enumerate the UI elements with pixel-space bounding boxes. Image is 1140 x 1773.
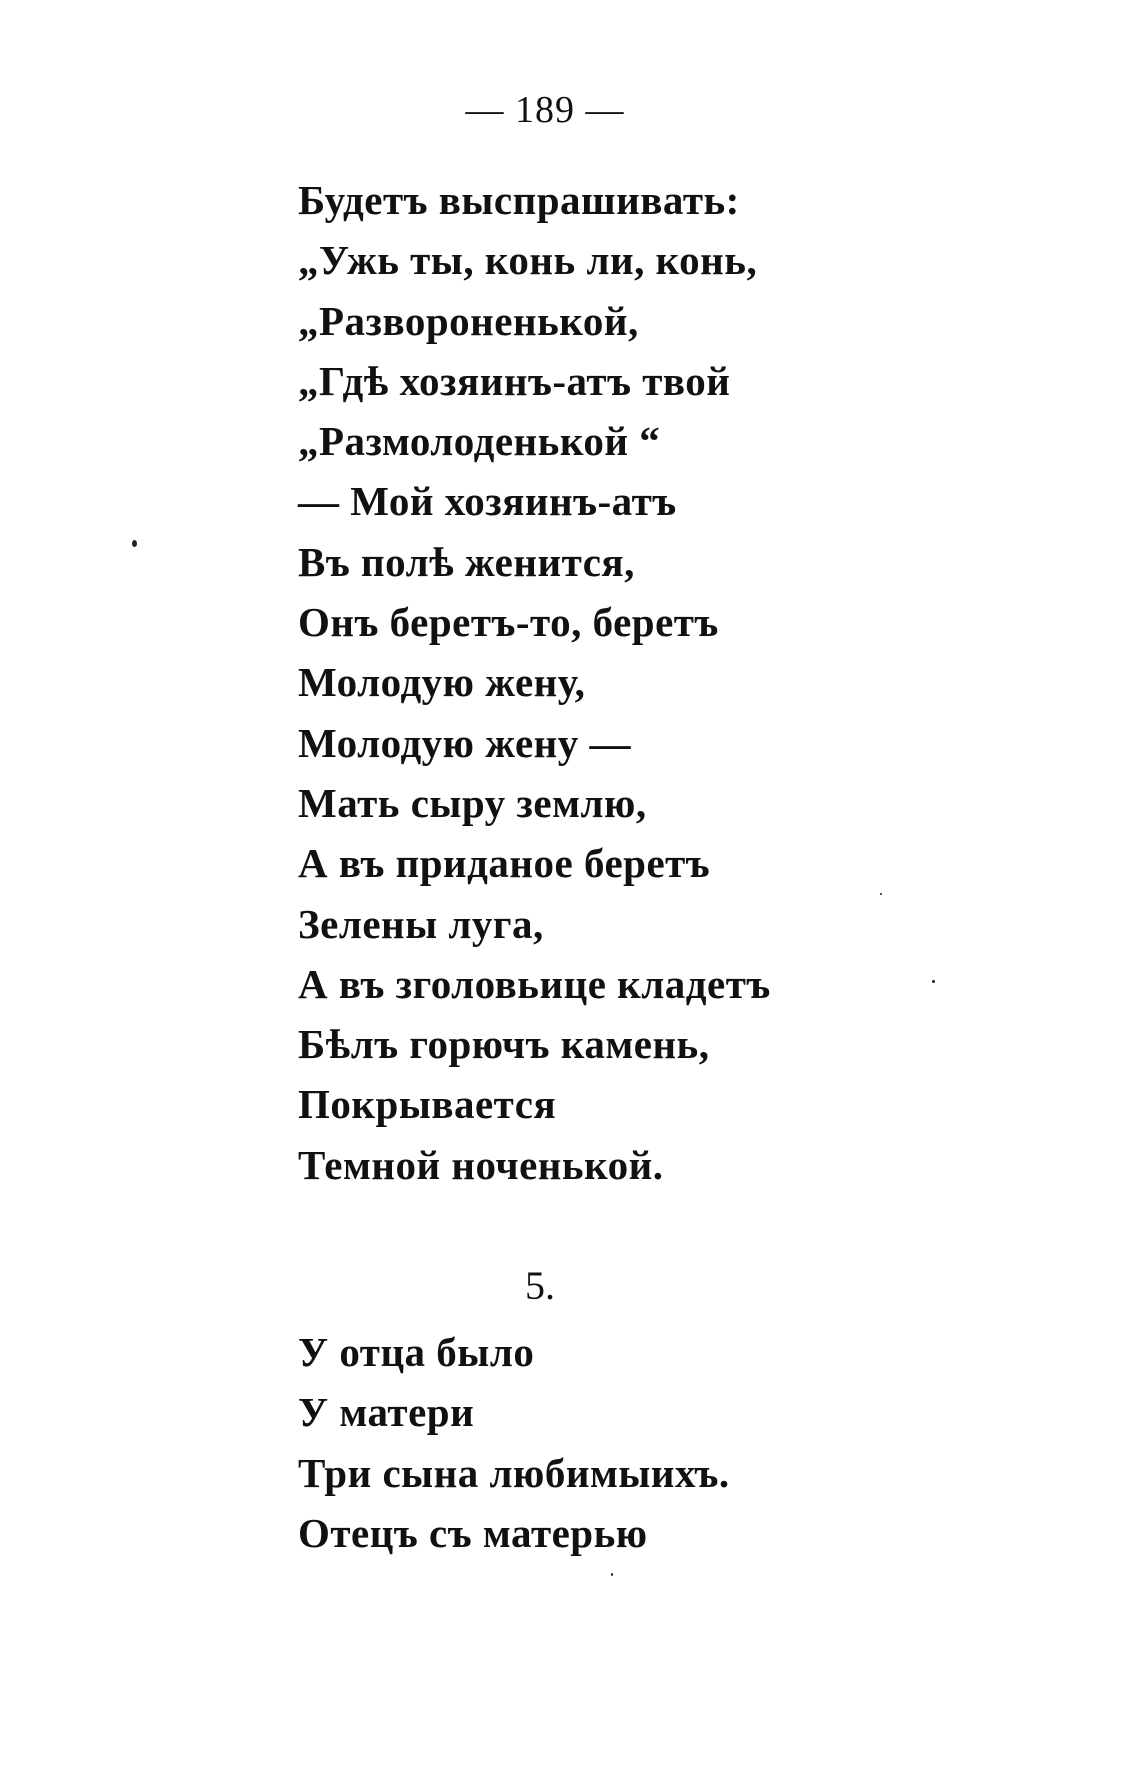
verse-line: Бѣлъ горючъ камень, (298, 1021, 710, 1068)
verse-line: — Мой хозяинъ-атъ (298, 478, 677, 525)
scan-speck (880, 893, 882, 895)
page-number: — 189 — (465, 89, 625, 131)
verse-line: Темной ноченькой. (298, 1141, 664, 1188)
verse-line: Въ полѣ женится, (298, 538, 635, 585)
verse-line: Зелены луга, (298, 900, 544, 947)
verse-line: Три сына любимыихъ. (298, 1449, 730, 1496)
verse-line: Молодую жену, (298, 659, 586, 706)
verse-line: Покрывается (298, 1081, 557, 1128)
poem-part-1 (298, 170, 771, 1195)
verse-line: „Ужь ты, конь ли, конь, (298, 237, 758, 284)
verse-line: „Гдѣ хозяинъ-атъ твой (298, 357, 731, 404)
verse-line: „Размолоденькой “ (298, 418, 661, 465)
verse-line: Онъ беретъ-то, беретъ (298, 599, 719, 646)
section-number: 5. (525, 1263, 555, 1308)
verse-line: Отецъ съ матерью (298, 1509, 648, 1556)
verse-line: А въ зголовьице кладетъ (298, 960, 771, 1007)
verse-line: У матери (298, 1389, 475, 1436)
verse-line: Молодую жену — (298, 719, 632, 766)
verse-line: А въ приданое беретъ (298, 840, 711, 887)
scan-speck (132, 540, 137, 547)
verse-line: „Развороненькой, (298, 297, 639, 344)
scan-speck (932, 980, 935, 983)
verse-line: Мать сыру землю, (298, 779, 647, 826)
verse-line: У отца было (298, 1329, 535, 1375)
verse-line: Будетъ выспрашивать: (298, 177, 740, 223)
poem-part-2 (298, 1322, 730, 1563)
scan-speck (611, 1573, 613, 1576)
